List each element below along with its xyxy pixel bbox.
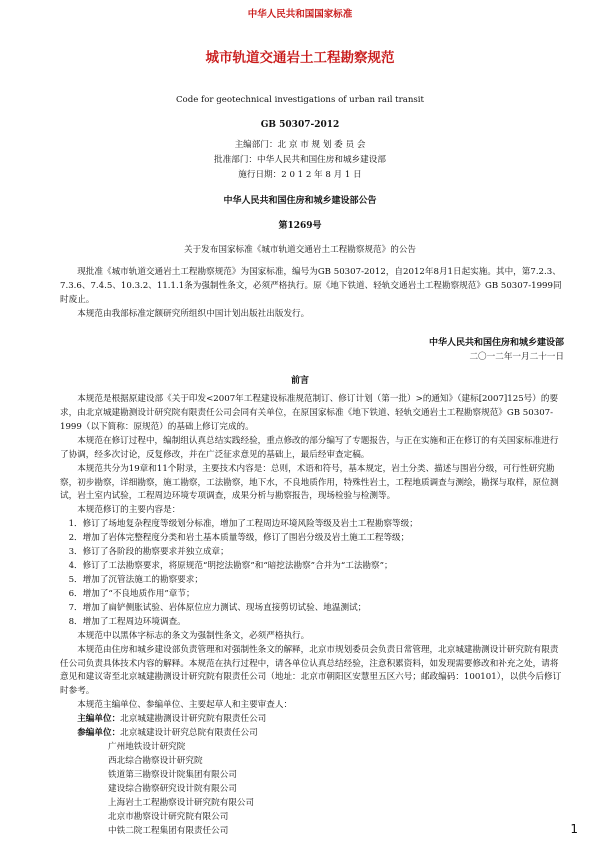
revision-item: 3．修订了各阶段的勘察要求并独立成章； xyxy=(68,547,229,558)
english-title: Code for geotechnical investigations of urban rail transit xyxy=(175,95,425,105)
participant-unit-list xyxy=(108,741,564,838)
revision-item: 5．增加了沉管法施工的勘察要求； xyxy=(68,574,203,585)
announcement-paragraph: 现批准《城市轨道交通岩土工程勘察规范》为国家标准，编号为GB 50307-2012，自2012年8月1日起实施。其中，第7.2.3、7.3.6、7.4.5、10.3.2、11.1.1条为强制性条文，必须严格执行。原《地下铁道、轻轨交通岩土工程勘察规范》GB 50307-1999同时废止。 xyxy=(60,267,562,305)
participant-unit-name: 建设综合勘察研究设计院有限公司 xyxy=(108,783,237,794)
preface-paragraph: 本规范是根据原建设部《关于印发<2007年工程建设标准规范制订、修订计划（第一批）>的通知》（建标[2007]125号）的要求，由北京城建勘测设计研究院有限责任公司会同有关单位，在原国家标准《地下铁道、轻轨交通岩土工程勘察规范》GB 50307-1999（以下简称：原规范）的基础上修订完成的。 xyxy=(60,394,559,432)
participant-unit-label: 参编单位： xyxy=(77,728,121,739)
participant-unit-line xyxy=(60,727,564,741)
announcement-signer: 中华人民共和国住房和城乡建设部 xyxy=(428,338,564,348)
participant-unit-name: 中铁二院工程集团有限责任公司 xyxy=(108,825,229,836)
announcement-date: 二〇一二年一月二十一日 xyxy=(469,352,564,362)
page-number: 1 xyxy=(570,822,578,836)
chief-unit-label: 主编单位： xyxy=(77,714,121,725)
announcement-subject: 关于发布国家标准《城市轨道交通岩土工程勘察规范》的公告 xyxy=(183,245,417,255)
preface-heading: 前言 xyxy=(290,376,309,386)
announcement-body xyxy=(60,266,564,322)
document-title: 城市轨道交通岩土工程勘察规范 xyxy=(205,50,395,66)
standard-code: GB 50307-2012 xyxy=(260,120,340,130)
revision-item: 4．修订了工法勘察要求，将原规范“明挖法勘察”和“暗挖法勘察”合并为“工法勘察”； xyxy=(68,561,393,572)
preface-paragraph: 本规范中以黑体字标志的条文为强制性条文，必须严格执行。 xyxy=(77,630,310,641)
preface-paragraph: 本规范修订的主要内容是： xyxy=(77,505,181,516)
revision-item: 1．修订了场地复杂程度等级划分标准，增加了工程周边环境风险等级及岩土工程勘察等级； xyxy=(68,519,418,530)
participant-unit-name: 西北综合勘察设计研究院 xyxy=(108,755,203,766)
approver-dept: 批准部门：中华人民共和国住房和城乡建设部 xyxy=(214,155,386,165)
revision-item: 2．增加了岩体完整程度分类和岩土基本质量等级，修订了围岩分级及岩土施工工程等级； xyxy=(68,533,410,544)
participant-unit-name: 北京市勘察设计研究院有限公司 xyxy=(108,811,229,822)
preface-paragraph: 本规范由住房和城乡建设部负责管理和对强制性条文的解释，北京市规划委员会负责日常管理，北京城建勘测设计研究院有限责任公司负责具体技术内容的解释。本规范在执行过程中，请各单位认真总结经验，注意积累资料，如发现需要修改和补充之处，请将意见和建议寄至北京城建勘测设计研究院有限责任公司（地址：北京市朝阳区安慧里五区六号；邮政编码：100101），以供今后修订时参考。 xyxy=(60,644,562,697)
revision-item: 7．增加了扁铲侧胀试验、岩体原位应力测试、现场直接剪切试验、地温测试； xyxy=(68,602,367,613)
announcement-heading: 中华人民共和国住房和城乡建设部公告 xyxy=(223,196,377,206)
participant-unit-name: 广州地铁设计研究院 xyxy=(108,742,186,753)
effective-date: 施行日期：2 0 1 2 年 8 月 1 日 xyxy=(238,170,362,180)
preface-paragraph: 本规范主编单位、参编单位、主要起草人和主要审查人： xyxy=(77,700,293,711)
participant-unit-name: 上海岩土工程勘察设计研究院有限公司 xyxy=(108,797,255,808)
preface-paragraph: 本规范共分为19章和11个附录，主要技术内容是：总则，术语和符号，基本规定，岩土分类、描述与围岩分级，可行性研究勘察，初步勘察，详细勘察，施工勘察，工法勘察，地下水，不良地质作用，特殊性岩土，工程地质调查与测绘，勘探与取样，原位测试，岩土室内试验，工程周边环境专项调查，成果分析与勘察报告，现场检验与检测等。 xyxy=(60,463,559,502)
participant-unit-name: 北京城建设计研究总院有限责任公司 xyxy=(120,728,258,739)
chief-unit-line xyxy=(60,713,564,727)
national-standard-label: 中华人民共和国国家标准 xyxy=(247,9,353,20)
announcement-paragraph: 本规范由我部标准定额研究所组织中国计划出版社出版发行。 xyxy=(77,308,310,319)
preface-body xyxy=(60,393,564,839)
participant-unit-name: 铁道第三勘察设计院集团有限公司 xyxy=(108,769,237,780)
chief-unit-name: 北京城建勘测设计研究院有限责任公司 xyxy=(120,714,267,725)
revision-item: 8．增加了工程周边环境调查。 xyxy=(68,616,186,627)
revision-item: 6．增加了“不良地质作用”章节； xyxy=(68,588,195,599)
editor-dept: 主编部门：北 京 市 规 划 委 员 会 xyxy=(234,140,366,150)
preface-paragraph: 本规范在修订过程中，编制组认真总结实践经验，重点修改的部分编写了专题报告，与正在实施和正在修订的有关国家标准进行了协调，经多次讨论，反复修改，并在广泛征求意见的基础上，最后经审查定稿。 xyxy=(60,435,559,460)
announcement-number: 第1269号 xyxy=(278,221,322,231)
